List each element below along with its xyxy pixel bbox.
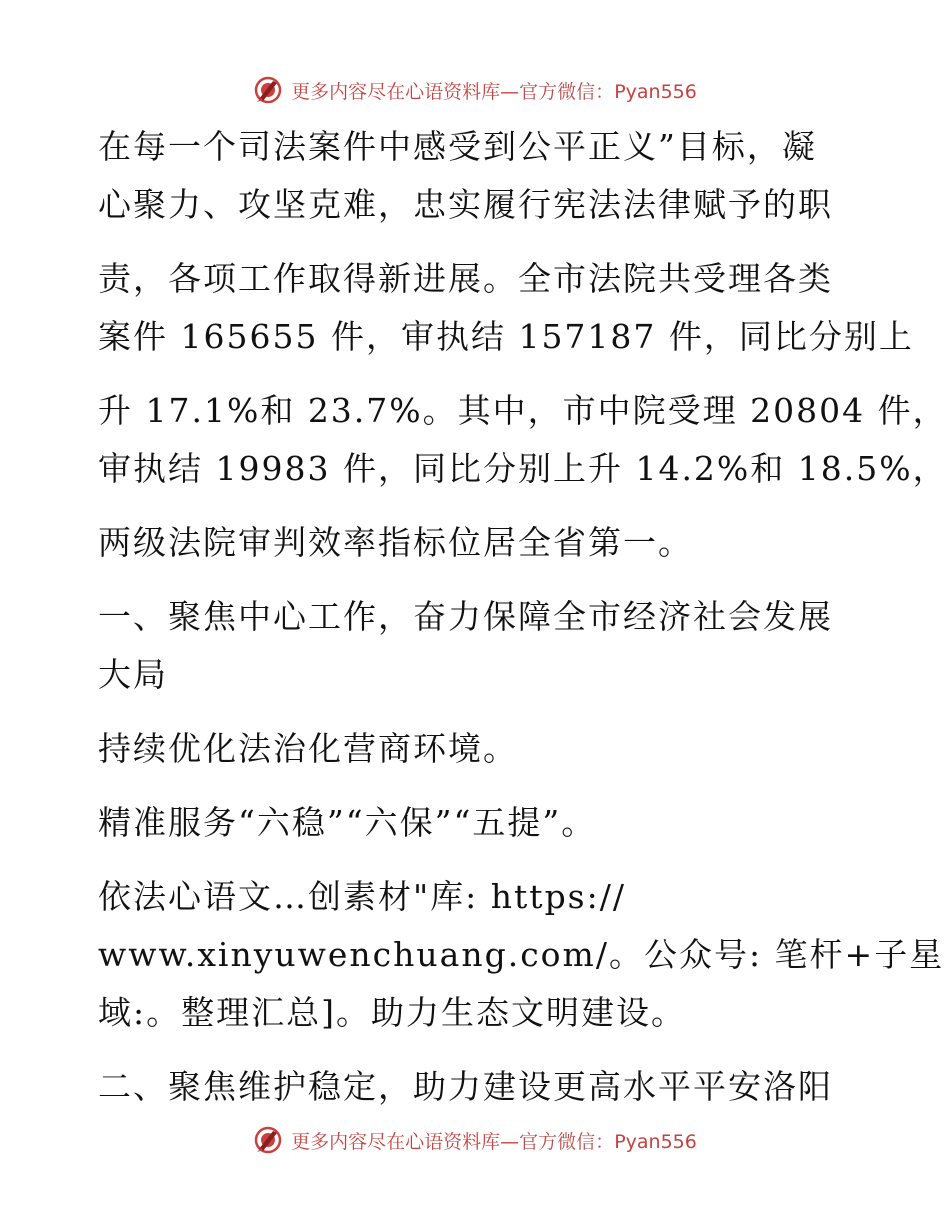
- footer-banner-text: 更多内容尽在心语资料库: [291, 1130, 501, 1153]
- body-line: www.xinyuwenchuang.com/。公众号: 笔杆+子星: [98, 935, 945, 974]
- body-line: 心聚力、攻坚克难，忠实履行宪法法律赋予的职: [98, 185, 833, 224]
- footer-banner-sub: 官方微信：: [519, 1130, 615, 1153]
- header-banner: [0, 70, 950, 110]
- section-heading: 二、聚焦维护稳定，助力建设更高水平平安洛阳: [98, 1067, 833, 1106]
- body-line: 精准服务“六稳”“六保”“五提”。: [98, 803, 597, 842]
- body-line: 责，各项工作取得新进展。全市法院共受理各类: [98, 259, 833, 298]
- body-line: 依法心语文…创素材"库: https://: [98, 877, 626, 916]
- section-heading-continued: 大局: [98, 655, 168, 694]
- body-line: 审执结 19983 件，同比分别上升 14.2%和 18.5%，: [98, 449, 948, 488]
- header-banner-dash: —: [500, 80, 520, 103]
- footer-banner-account: Pyan556: [614, 1130, 697, 1153]
- body-line: 域:。整理汇总]。助力生态文明建设。: [98, 993, 686, 1032]
- footer-banner: [0, 1120, 950, 1160]
- body-line: 在每一个司法案件中感受到公平正义”目标，凝: [98, 127, 817, 166]
- header-banner-account: Pyan556: [614, 80, 697, 103]
- header-banner-text: 更多内容尽在心语资料库: [291, 80, 501, 103]
- body-line: 案件 165655 件，审执结 157187 件，同比分别上: [98, 317, 914, 356]
- body-line: 持续优化法治化营商环境。: [98, 729, 518, 768]
- pen-logo-icon: [253, 1125, 283, 1155]
- pen-logo-icon: [253, 75, 283, 105]
- header-banner-sub: 官方微信：: [519, 80, 615, 103]
- body-line: 升 17.1%和 23.7%。其中，市中院受理 20804 件，: [98, 391, 948, 430]
- body-line: 两级法院审判效率指标位居全省第一。: [98, 523, 693, 562]
- footer-banner-dash: —: [500, 1130, 520, 1153]
- section-heading: 一、聚焦中心工作，奋力保障全市经济社会发展: [98, 597, 833, 636]
